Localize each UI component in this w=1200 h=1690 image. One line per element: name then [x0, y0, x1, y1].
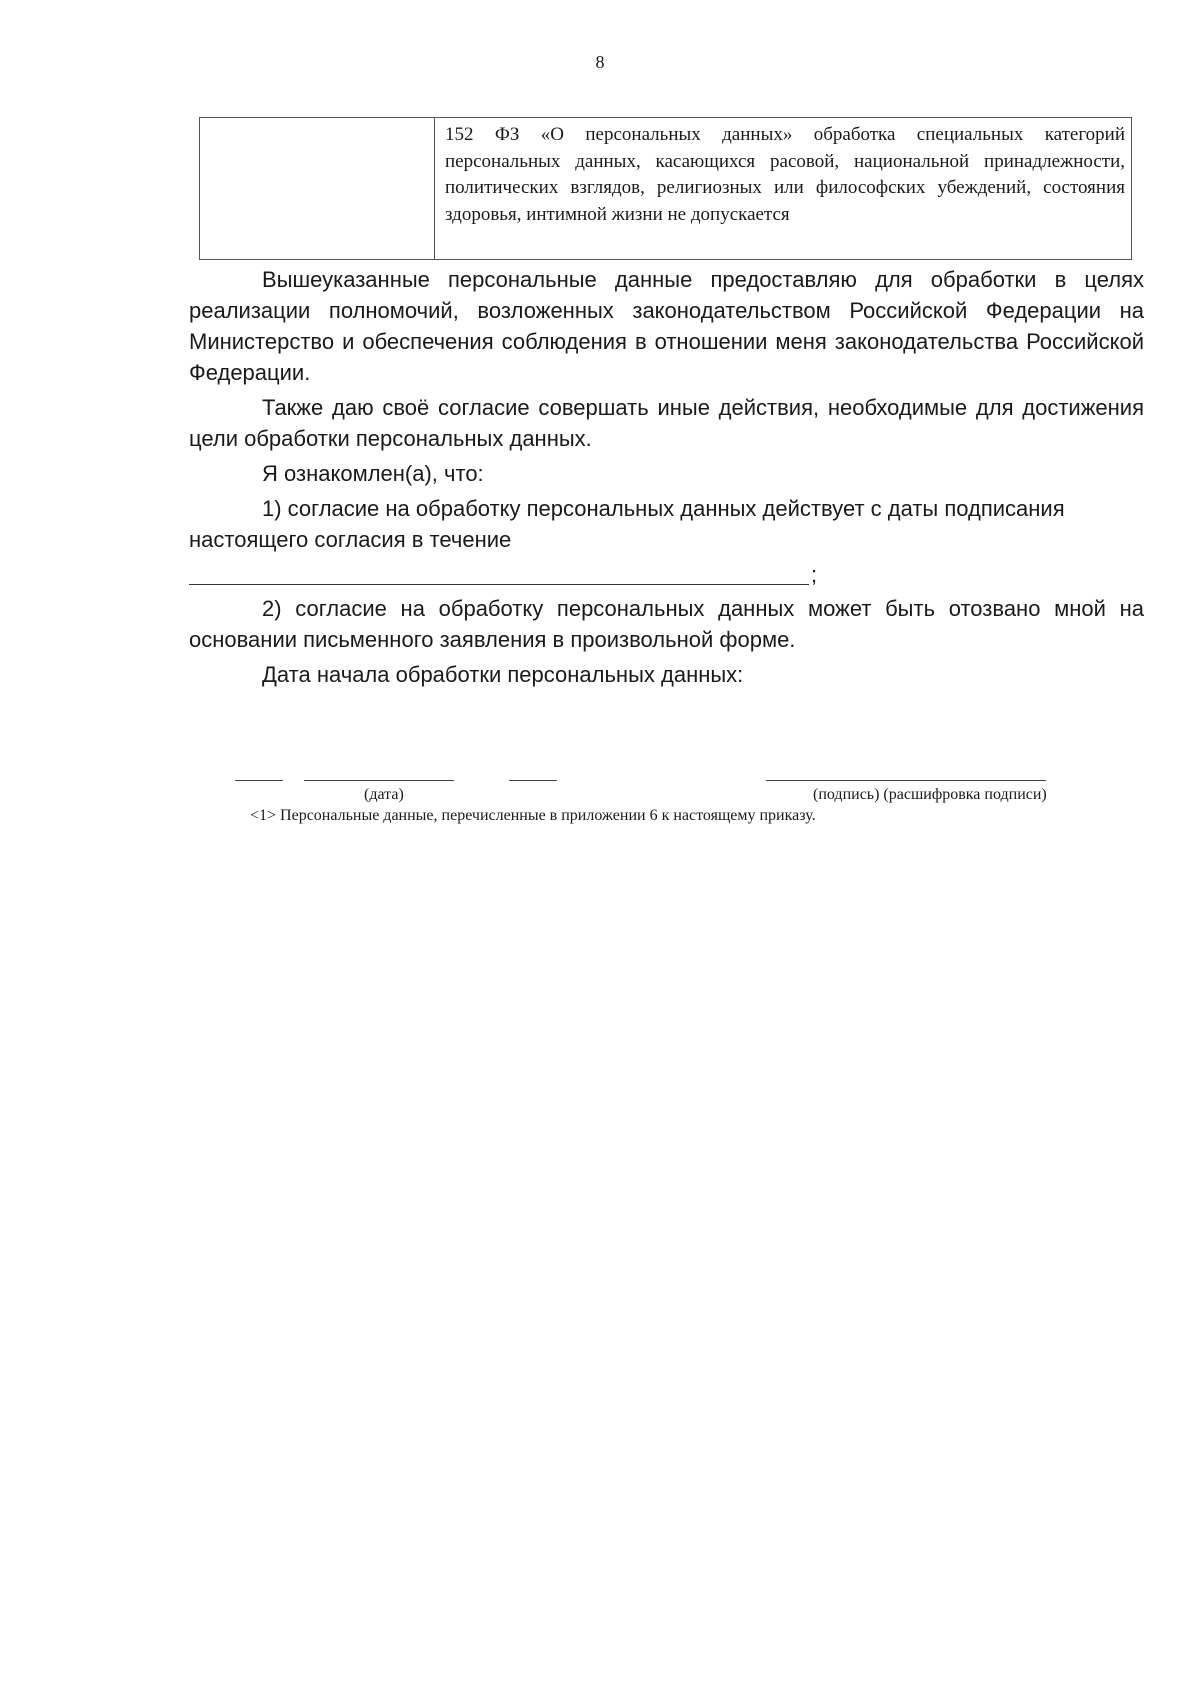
- date-line-segment: [509, 780, 557, 781]
- table-border-middle: [434, 118, 435, 259]
- table-cell-text: 152 ФЗ «О персональных данных» обработка специальных категорий персональных данных, касающихся расовой, национальной принадлежности, политических взглядов, религиозных или философских убеждений, состояния здоровья, интимной жизни не допускается: [445, 124, 1125, 225]
- paragraph-start-date: Дата начала обработки персональных данных:: [262, 662, 744, 687]
- signature-line: [766, 780, 1046, 781]
- date-line-segment: [235, 780, 283, 781]
- date-caption: (дата): [364, 786, 404, 803]
- table-border-left: [199, 118, 200, 259]
- date-line-segment: [304, 780, 454, 781]
- paragraph-purpose: Вышеуказанные персональные данные предоставляю для обработки в целях реализации полномочий, возложенных законодательством Российской Федерации на Министерство и обеспечения соблюдения в отношении меня законодательства Российской Федерации.: [189, 267, 1144, 385]
- duration-blank: [189, 584, 809, 585]
- table-border-right: [1131, 118, 1132, 259]
- paragraph-other-actions: Также даю своё согласие совершать иные действия, необходимые для достижения цели обработки персональных данных.: [189, 395, 1144, 451]
- signature-caption: (подпись) (расшифровка подписи): [813, 786, 1047, 803]
- consent-body: [189, 264, 1144, 694]
- duration-semicolon: ;: [811, 562, 818, 587]
- paragraph-duration: 1) согласие на обработку персональных данных действует с даты подписания настоящего согласия в течение: [189, 496, 1065, 552]
- page-number: 8: [595, 52, 605, 72]
- duration-fill-line: [189, 559, 1144, 593]
- data-table: [199, 117, 1132, 260]
- paragraph-acknowledged: Я ознакомлен(а), что:: [262, 461, 484, 486]
- paragraph-withdrawal: 2) согласие на обработку персональных данных может быть отозвано мной на основании письменного заявления в произвольной форме.: [189, 596, 1144, 652]
- footnote: <1> Персональные данные, перечисленные в приложении 6 к настоящему приказу.: [250, 807, 816, 824]
